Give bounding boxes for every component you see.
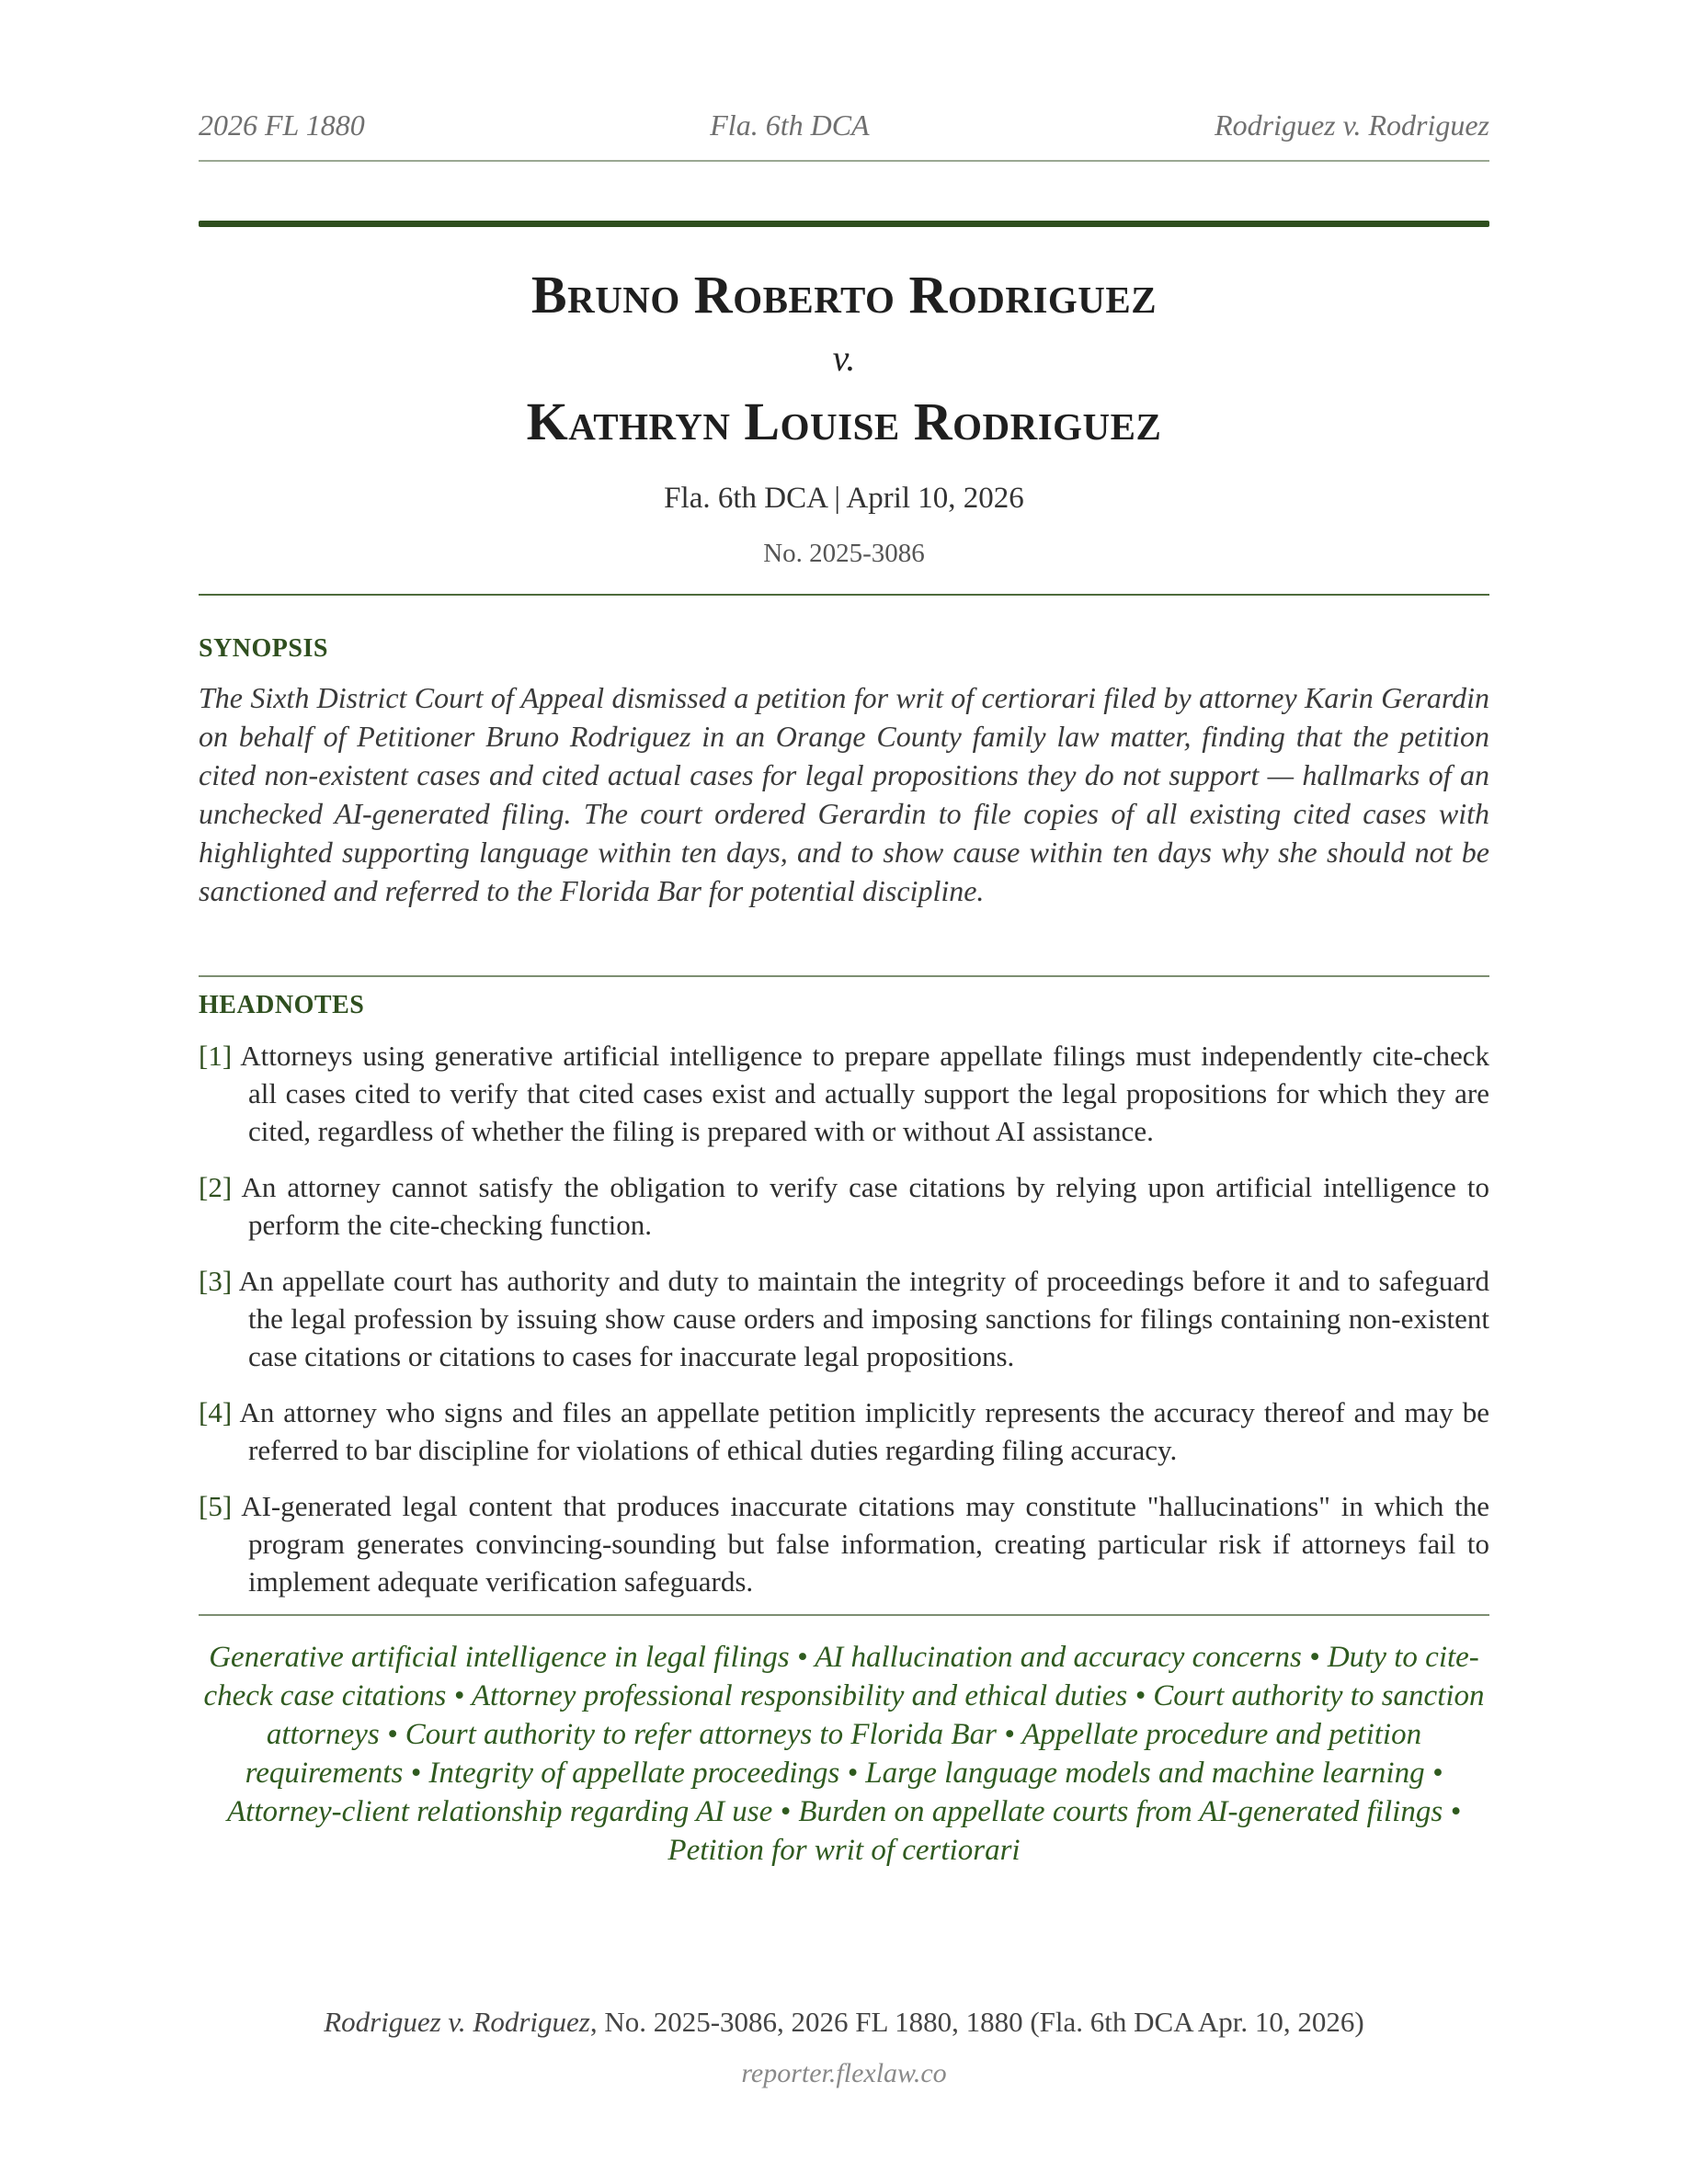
synopsis-heading: SYNOPSIS	[199, 634, 328, 663]
headnote-number: [3]	[199, 1265, 233, 1297]
headnote-number: [5]	[199, 1490, 233, 1522]
reporter-site: reporter.flexlaw.co	[741, 2058, 947, 2088]
court-and-date: Fla. 6th DCA | April 10, 2026	[664, 482, 1024, 515]
header-court: Fla. 6th DCA	[710, 108, 870, 142]
headnote-text: An appellate court has authority and duty to maintain the integrity of proceedings before it and to safeguard the legal profession by issuing show cause orders and imposing sanctions for filings containing non-existent case citations or citations to cases for inaccurate legal propositions.	[238, 1265, 1489, 1372]
headnote-number: [2]	[199, 1171, 233, 1203]
headnote-text: Attorneys using generative artificial intelligence to prepare appellate filings must independently cite-check all cases cited to verify that cited cases exist and actually support the legal propositions for which they are cited, regardless of whether the filing is prepared with or without AI assistance.	[240, 1040, 1489, 1147]
respondent-name: Kathryn Louise Rodriguez	[526, 392, 1162, 451]
headnotes-divider	[199, 1614, 1489, 1616]
headnote-item	[199, 1393, 1489, 1469]
running-header	[199, 108, 1489, 142]
headnote-item	[199, 1037, 1489, 1150]
citation-details: , No. 2025-3086, 2026 FL 1880, 1880 (Fla. 6th DCA Apr. 10, 2026)	[589, 2006, 1364, 2038]
petitioner-name: Bruno Roberto Rodriguez	[530, 265, 1158, 324]
synopsis-divider	[199, 975, 1489, 977]
preferred-citation	[199, 2004, 1489, 2041]
headnote-number: [1]	[199, 1040, 233, 1072]
headnotes-list	[199, 1037, 1489, 1619]
headnote-item	[199, 1168, 1489, 1244]
headnote-text: An attorney who signs and files an appellate petition implicitly represents the accuracy thereof and may be referred to bar discipline for violations of ethical duties regarding filing accuracy.	[239, 1396, 1490, 1466]
case-caption	[199, 265, 1489, 572]
citation-case-name: Rodriguez v. Rodriguez	[324, 2006, 590, 2038]
docket-number: No. 2025-3086	[763, 539, 925, 568]
headnote-text: An attorney cannot satisfy the obligation to verify case citations by relying upon artificial intelligence to perform the cite-checking function.	[241, 1171, 1490, 1241]
headnote-item	[199, 1487, 1489, 1600]
caption-top-divider	[199, 221, 1489, 227]
header-reporter-cite: 2026 FL 1880	[199, 108, 365, 142]
headnote-number: [4]	[199, 1396, 233, 1428]
headnotes-heading: HEADNOTES	[199, 991, 365, 1019]
header-divider	[199, 160, 1489, 162]
header-case-name: Rodriguez v. Rodriguez	[1215, 108, 1489, 142]
synopsis-text: The Sixth District Court of Appeal dismissed a petition for writ of certiorari filed by attorney Karin Gerardin on behalf of Petitioner Bruno Rodriguez in an Orange County family law matter, finding that the petition cited non-existent cases and cited actual cases for legal propositions they do not support — hallmarks of an unchecked AI-generated filing. The court ordered Gerardin to file copies of all existing cited cases with highlighted supporting language within ten days, and to show cause within ten days why she should not be sanctioned and referred to the Florida Bar for potential discipline.	[199, 681, 1489, 907]
headnote-text: AI-generated legal content that produces inaccurate citations may constitute "hallucinations" in which the program generates convincing-sounding but false information, creating particular risk if attorneys fail to implement adequate verification safeguards.	[241, 1490, 1489, 1598]
versus-label: v.	[832, 337, 856, 379]
topic-keywords: Generative artificial intelligence in legal filings • AI hallucination and accuracy concerns • Duty to cite-check case citations • Attorney professional responsibility and ethical duties • Court authority to sanction attorneys • Court authority to refer attorneys to Florida Bar • Appellate procedure and petition requirements • Integrity of appellate proceedings • Large language models and machine learning • Attorney-client relationship regarding AI use • Burden on appellate courts from AI-generated filings • Petition for writ of certiorari	[203, 1641, 1485, 1867]
headnote-item	[199, 1262, 1489, 1375]
caption-bottom-divider	[199, 594, 1489, 596]
